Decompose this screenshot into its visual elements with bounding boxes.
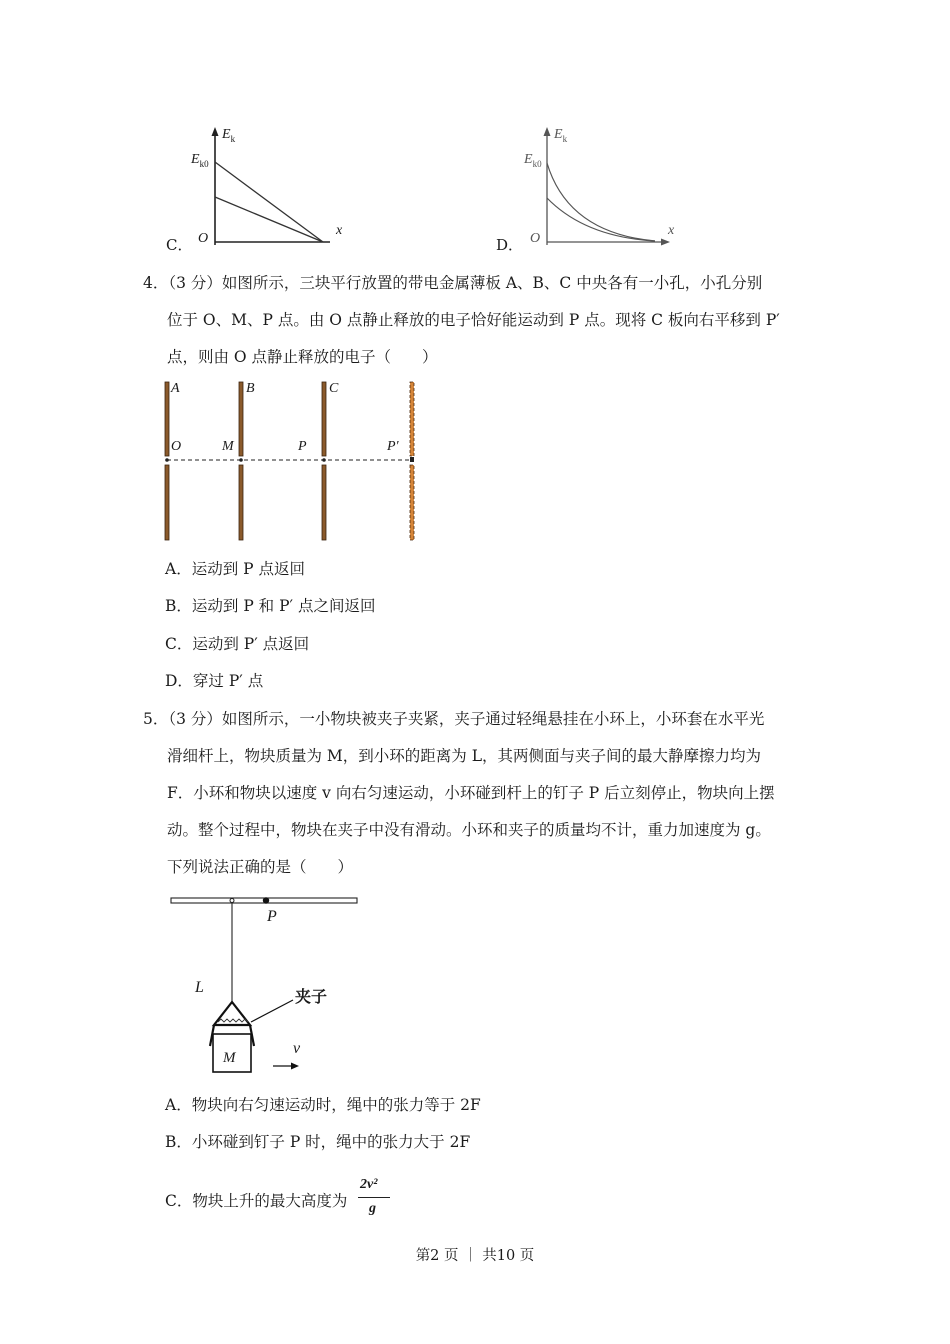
- graph-curve-2: [547, 198, 655, 241]
- hole-label-p-prime: P′: [387, 439, 399, 454]
- hole-o: [165, 458, 169, 462]
- fraction-bar: [358, 1197, 390, 1198]
- q5-option-c: [165, 1191, 347, 1211]
- graph-line-2: [215, 197, 323, 242]
- clip-spring: [218, 1019, 248, 1022]
- x-axis-arrow: [661, 239, 670, 246]
- plate-c-top: [322, 382, 326, 456]
- q3-graph-d: [490, 125, 690, 255]
- q5-text: [143, 701, 775, 886]
- q3-option-d-label: D．: [496, 236, 524, 254]
- plate-c-moved-bottom: [410, 465, 414, 540]
- plate-a-top: [165, 382, 169, 456]
- velocity-arrow-head: [291, 1063, 299, 1070]
- c-ytick: $E_{k0}$: [191, 152, 209, 169]
- page-footer: 第2 页 ｜ 共10 页: [415, 1248, 535, 1264]
- nail-p: [263, 897, 269, 903]
- hole-label-p: P: [298, 439, 307, 454]
- graph-curve-1: [547, 163, 655, 241]
- mass-label-m: M: [223, 1050, 236, 1066]
- hole-label-o: O: [171, 439, 182, 454]
- c-ylabel: $E_k$: [222, 127, 236, 144]
- q5-line-3: F．小环和物块以速度 v 向右匀速运动，小环碰到杆上的钉子 P 后立刻停止，物块向上摆: [167, 784, 775, 802]
- q4-plates-svg: [160, 378, 425, 546]
- q5-line-1: 5．（3 分）如图所示，一小物块被夹子夹紧，夹子通过轻绳悬挂在小环上，小环套在水平光: [143, 710, 765, 728]
- q3-option-c-label: C．: [166, 236, 193, 254]
- velocity-label-v: v: [293, 1040, 301, 1057]
- d-ylabel: $E_k$: [554, 127, 568, 144]
- plate-label-b: B: [246, 381, 255, 396]
- q5-option-b: B．小环碰到钉子 P 时，绳中的张力大于 2F: [165, 1133, 471, 1151]
- hole-p: [322, 458, 326, 462]
- clip-label: 夹子: [295, 987, 328, 1006]
- q4-option-a: A．运动到 P 点返回: [165, 560, 305, 578]
- d-ytick: $E_{k0}$: [524, 152, 542, 169]
- plate-b-top: [239, 382, 243, 456]
- plate-a-bottom: [165, 465, 169, 540]
- q5-option-c-fraction: [358, 1175, 392, 1223]
- nail-label-p: P: [267, 908, 277, 925]
- c-xlabel: x: [336, 223, 343, 238]
- y-axis-arrow: [544, 127, 551, 136]
- q5-line-5: 下列说法正确的是（ ）: [167, 858, 354, 876]
- q4-option-b: B．运动到 P 和 P′ 点之间返回: [165, 597, 376, 615]
- q3-option-c: [160, 125, 360, 255]
- y-axis-arrow: [212, 127, 219, 136]
- hole-p-prime: [410, 457, 414, 462]
- q4-text: [143, 265, 780, 376]
- plate-label-c: C: [329, 381, 339, 396]
- q5-line-2: 滑细杆上，物块质量为 M，到小环的距离为 L，其两侧面与夹子间的最大静摩擦力均为: [167, 747, 762, 765]
- q4-line-2: 位于 O、M、P 点。由 O 点静止释放的电子恰好能运动到 P 点。现将 C 板向右平移到 P′: [167, 311, 780, 329]
- q4-option-c: C．运动到 P′ 点返回: [165, 635, 310, 653]
- d-origin: O: [530, 231, 541, 246]
- d-xlabel: x: [668, 223, 675, 238]
- plate-c-moved-top: [410, 382, 414, 456]
- fraction-denominator: g: [369, 1201, 376, 1216]
- length-label-l: L: [195, 979, 204, 996]
- q4-line-1: 4．（3 分）如图所示，三块平行放置的带电金属薄板 A、B、C 中央各有一小孔，小孔分别: [143, 274, 763, 292]
- q5-option-a: A．物块向右匀速运动时，绳中的张力等于 2F: [165, 1096, 481, 1114]
- q4-line-3: 点，则由 O 点静止释放的电子（ ）: [167, 348, 438, 366]
- hole-m: [239, 458, 243, 462]
- q4-option-d: D．穿过 P′ 点: [165, 672, 264, 690]
- q5-figure: [165, 888, 365, 1088]
- plate-c-bottom: [322, 465, 326, 540]
- q3-option-d: [490, 125, 690, 255]
- c-origin: O: [198, 231, 209, 246]
- q5-option-c-prefix: C．物块上升的最大高度为: [165, 1192, 348, 1210]
- plate-label-a: A: [171, 381, 180, 396]
- clip-leader-line: [251, 1000, 293, 1022]
- hole-label-m: M: [222, 439, 234, 454]
- plate-b-bottom: [239, 465, 243, 540]
- q5-line-4: 动。整个过程中，物块在夹子中没有滑动。小环和夹子的质量均不计，重力加速度为 g。: [167, 821, 771, 839]
- graph-line-1: [215, 162, 323, 242]
- q4-figure: [160, 378, 425, 546]
- q3-graph-c: [160, 125, 360, 255]
- clip-top: [214, 1002, 250, 1025]
- fraction-numerator: 2v²: [360, 1177, 378, 1192]
